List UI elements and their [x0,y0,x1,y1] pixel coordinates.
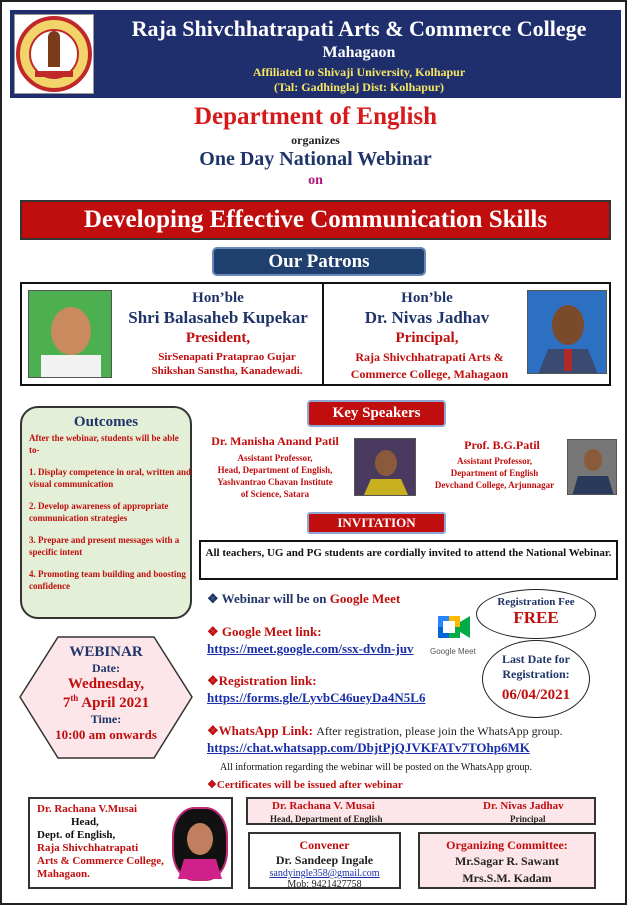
speaker1-details: Assistant Professor, Head, Department of English, Yashvantrao Chavan Institute of Science, Satara [217,453,333,499]
patrons-box [20,282,611,386]
diamond-icon: ❖ [207,673,219,688]
patrons-divider [322,284,324,384]
patron2-role: Principal, [395,330,459,346]
certificate-note: ❖Certificates will be issued after webinar [207,779,403,791]
speaker2-details: Assistant Professor, Department of English Devchand College, Arjunnagar [434,456,555,490]
taluka-district: (Tal: Gadhinglaj Dist: Kolhapur) [274,80,444,94]
on-text: on [308,173,323,188]
speaker1-photo [354,438,416,496]
hod-box: Dr. Rachana V.Musai Head, Dept. of English, Raja Shivchhatrapati Arts & Commerce College, Mahagaon. [28,797,233,889]
outcome-item: 1. Display competence in oral, written and visual communication [29,467,191,489]
platform-name: Google Meet [329,591,401,606]
platform-line: ❖ Webinar will be on Google Meet [207,591,401,606]
convener-box: Convener Dr. Sandeep Ingale sandyingle358@gmail.com Mob: 9421427758 [248,832,401,889]
registration-fee-badge: Registration Fee FREE [476,589,596,639]
hod-photo [172,807,228,881]
diamond-icon: ❖ [207,779,217,791]
college-name: Raja Shivchhatrapati Arts & Commerce College [131,16,587,41]
patrons-heading: Our Patrons [212,247,426,276]
signatory-hod-name: Dr. Rachana V. Musai [272,800,375,812]
organizes-text: organizes [291,133,340,147]
signatory-principal-title: Principal [510,814,546,824]
diamond-icon: ❖ [207,624,219,639]
patron1-role: President, [185,330,251,346]
patron1-honorific: Hon’ble [192,290,244,306]
outcomes-box [20,406,192,619]
whatsapp-note: All information regarding the webinar will be posted on the WhatsApp group. [220,762,532,773]
convener-email[interactable]: sandyingle358@gmail.com [269,868,380,879]
speaker2-photo [567,439,617,495]
outcomes-title: Outcomes [73,414,139,430]
outcome-item: 3. Prepare and present messages with a specific intent [29,535,180,557]
registration-link[interactable]: https://forms.gle/LyvbC46ueyDa4N5L6 [207,690,426,705]
google-meet-label: Google Meet [430,647,476,656]
whatsapp-link[interactable]: https://chat.whatsapp.com/DbjtPjQJVKFATv7TOhp6MK [207,740,530,755]
patron-photo-principal [527,290,607,374]
diamond-icon: ❖ [207,591,219,606]
schedule-details: WEBINAR Date: Wednesday, 7th April 2021 Time: 10:00 am onwards [55,644,157,742]
patron1-name: Shri Balasaheb Kupekar [128,308,308,327]
diamond-icon: ❖ [207,723,219,738]
affiliation: Affiliated to Shivaji University, Kolhapur [252,65,466,79]
invitation-heading: INVITATION [307,512,446,534]
invitation-text: All teachers, UG and PG students are cordially invited to attend the National Webinar. [199,540,618,580]
outcome-item: 2. Develop awareness of appropriate communication strategies [29,501,169,523]
outcomes-list [29,432,191,602]
meet-link[interactable]: https://meet.google.com/ssx-dvdn-juv [207,641,414,656]
patron-photo-president [28,290,112,378]
event-type: One Day National Webinar [199,148,432,170]
speaker2-name: Prof. B.G.Patil [464,438,540,452]
convener-mobile: Mob: 9421427758 [287,879,362,890]
college-logo [14,14,94,94]
convener-name: Dr. Sandeep Ingale [275,853,374,867]
patron2-honorific: Hon’ble [401,290,453,306]
signatory-principal-name: Dr. Nivas Jadhav [483,800,564,812]
college-place: Mahagaon [322,44,396,61]
signatory-hod-title: Head, Department of English [270,814,383,824]
patron2-organization: Raja Shivchhatrapati Arts & Commerce College, Mahagaon [350,350,509,381]
registration-label: ❖Registration link: [207,673,317,688]
signatories-strip [246,797,596,825]
meet-label: ❖ Google Meet link: [207,624,322,639]
organizing-committee-box: Organizing Committee: Mr.Sagar R. Sawant Mrs.S.M. Kadam [418,832,596,889]
whatsapp-line: ❖WhatsApp Link: After registration, please join the WhatsApp group. [207,723,563,738]
key-speakers-heading: Key Speakers [307,400,446,427]
college-header [10,10,621,98]
webinar-topic: Developing Effective Communication Skills [20,200,611,240]
hod-name: Dr. Rachana V.Musai [37,803,138,815]
patron2-name: Dr. Nivas Jadhav [364,308,490,327]
outcomes-intro: After the webinar, students will be able to- [29,433,179,455]
outcome-item: 4. Promoting team building and boosting confidence [29,569,186,591]
patron1-organization: SirSenapati Prataprao Gujar Shikshan Sanstha, Kanadewadi. [151,351,303,377]
registration-deadline-badge: Last Date for Registration: 06/04/2021 [482,640,590,718]
speaker1-name: Dr. Manisha Anand Patil [211,434,339,448]
department-title: Department of English [193,103,438,130]
